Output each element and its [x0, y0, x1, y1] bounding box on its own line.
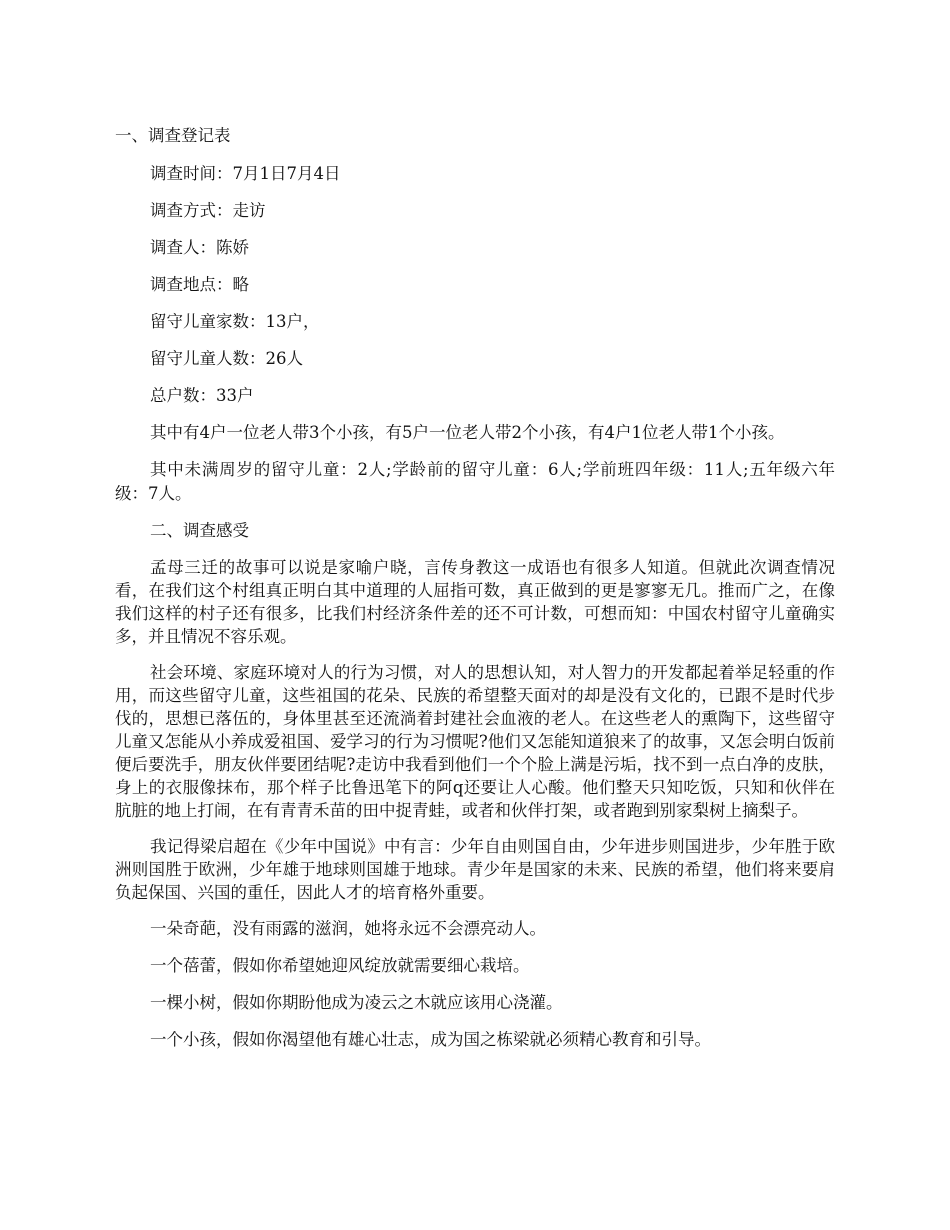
body-paragraph: 一个蓓蕾，假如你希望她迎风绽放就需要细心栽培。 — [150, 956, 530, 975]
section-heading-survey-feelings: 二、调查感受 — [150, 521, 249, 540]
survey-location: 调查地点：略 — [150, 275, 249, 294]
left-behind-children-count: 留守儿童人数：26人 — [150, 349, 303, 368]
survey-method: 调查方式：走访 — [150, 201, 266, 220]
body-paragraph: 一个小孩，假如你渴望他有雄心壮志，成为国之栋梁就必须精心教育和引导。 — [150, 1030, 711, 1049]
body-paragraph: 社会环境、家庭环境对人的行为习惯，对人的思想认知，对人智力的开发都起着举足轻重的作用，而这些留守儿童，这些祖国的花朵、民族的希望整天面对的却是没有文化的，已跟不是时代步伐的，思想已落伍的，身体里甚至还流淌着封建社会血液的老人。在这些老人的熏陶下，这些留守儿童又怎能从小养成爱祖国、爱学习的行为习惯呢?他们又怎能知道狼来了的故事，又怎会明白饭前便后要洗手，朋友伙伴要团结呢?走访中我看到他们一个个脸上满是污垢，找不到一点白净的皮肤，身上的衣服像抹布，那个样子比鲁迅笔下的阿q还要让人心酸。他们整天只知吃饭，只知和伙伴在肮脏的地上打闹，在有青青禾苗的田中捉青蛙，或者和伙伴打架，或者跑到别家梨树上摘梨子。 — [115, 663, 835, 820]
body-paragraph: 孟母三迁的故事可以说是家喻户晓，言传身教这一成语也有很多人知道。但就此次调查情况看，在我们这个村组真正明白其中道理的人屈指可数，真正做到的更是寥寥无几。推而广之，在像我们这样的村子还有很多，比我们村经济条件差的还不可计数，可想而知：中国农村留守儿童确实多，并且情况不容乐观。 — [115, 558, 835, 646]
survey-time: 调查时间：7月1日7月4日 — [150, 164, 341, 183]
body-paragraph: 一朵奇葩，没有雨露的滋润，她将永远不会漂亮动人。 — [150, 919, 546, 938]
body-paragraph: 一棵小树，假如你期盼他成为凌云之木就应该用心浇灌。 — [150, 993, 563, 1012]
left-behind-households: 留守儿童家数：13户， — [150, 312, 320, 331]
age-breakdown-paragraph: 其中未满周岁的留守儿童：2人;学龄前的留守儿童：6人;学前班四年级：11人;五年级六年级：7人。 — [115, 460, 835, 503]
body-paragraph: 我记得梁启超在《少年中国说》中有言：少年自由则国自由，少年进步则国进步，少年胜于欧洲则国胜于欧洲，少年雄于地球则国雄于地球。青少年是国家的未来、民族的希望，他们将来要肩负起保国、兴国的重任，因此人才的培育格外重要。 — [115, 837, 835, 902]
total-households: 总户数：33户 — [150, 386, 254, 405]
surveyor: 调查人：陈娇 — [150, 238, 249, 257]
household-breakdown-paragraph: 其中有4户一位老人带3个小孩，有5户一位老人带2个小孩，有4户1位老人带1个小孩。 — [150, 423, 785, 442]
section-heading-survey-register: 一、调查登记表 — [115, 126, 231, 145]
